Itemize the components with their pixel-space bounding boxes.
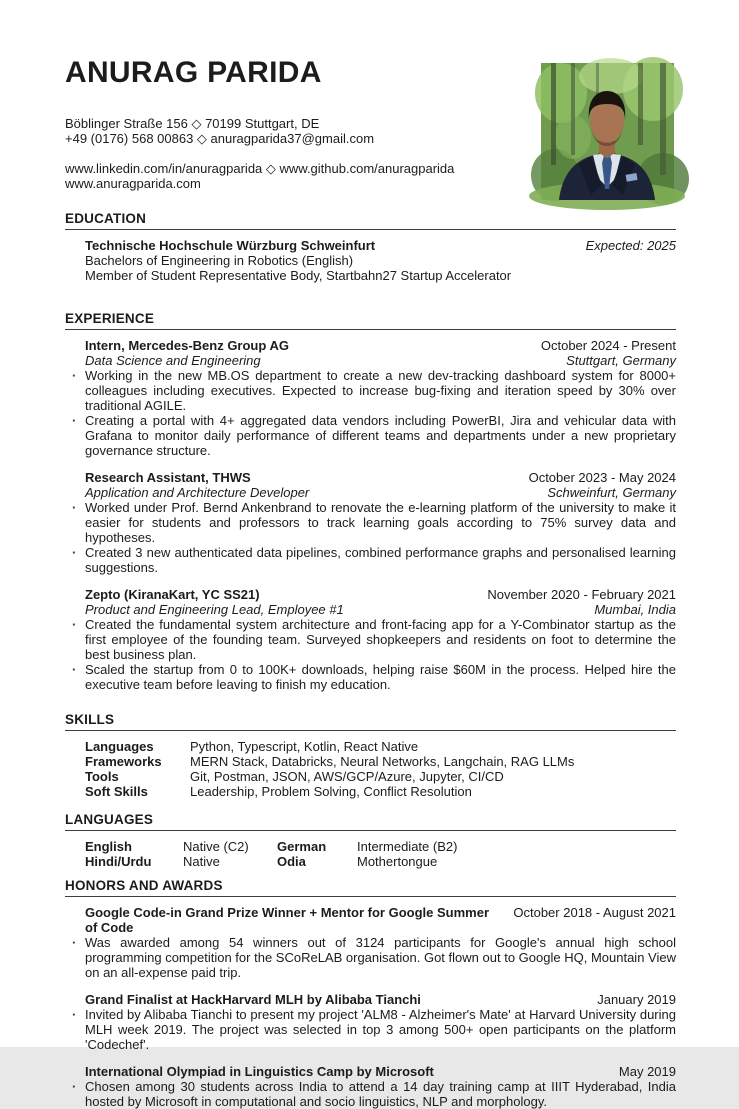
section-experience	[65, 311, 676, 692]
skill-row	[85, 769, 676, 784]
skill-value: Git, Postman, JSON, AWS/GCP/Azure, Jupyter, CI/CD	[190, 769, 504, 784]
bullet-item: · Working in the new MB.OS department to create a new dev-tracking dashboard system for 8000+ colleagues including executives. Expected to increase bug-fixing and iteration speed by 30% over traditional AGILE.	[85, 368, 676, 413]
language-level: Intermediate (B2)	[357, 839, 458, 854]
language-level: Mothertongue	[357, 854, 438, 869]
language-name: Odia	[277, 854, 306, 869]
bullet-item: · Chosen among 30 students across India to attend a 14 day training camp at IIIT Hyderabad, India hosted by Microsoft in computational and socio linguistics, NLP and morphology.	[85, 1079, 676, 1109]
section-honors	[65, 878, 676, 1109]
skills-table	[85, 739, 676, 799]
honor-title: Google Code-in Grand Prize Winner + Mentor for Google Summer of Code	[85, 905, 490, 935]
honor-title: Grand Finalist at HackHarvard MLH by Alibaba Tianchi	[85, 992, 421, 1007]
education-date: Expected: 2025	[585, 238, 676, 253]
job-date: November 2020 - February 2021	[487, 587, 676, 602]
skill-label: Frameworks	[85, 754, 162, 769]
bullet-item: · Was awarded among 54 winners out of 3124 participants for Google's annual high school programming competition for the SCoReLAB organisation. Got flown out to Google HQ, Mountain View on an all-expense paid trip.	[85, 935, 676, 980]
section-languages	[65, 812, 676, 869]
job-title: Zepto (KiranaKart, YC SS21)	[85, 587, 260, 602]
skill-label: Languages	[85, 739, 154, 754]
language-level: Native (C2)	[183, 839, 249, 854]
membership-line: Member of Student Representative Body, Startbahn27 Startup Accelerator	[85, 268, 512, 283]
section-title-honors: HONORS AND AWARDS	[65, 878, 676, 897]
contact-social-line: www.linkedin.com/in/anuragparida ◇ www.github.com/anuragparida	[65, 161, 455, 176]
bullet-item: · Scaled the startup from 0 to 100K+ downloads, helping raise $60M in the process. Helped hire the executive team before leaving to finish my education.	[85, 662, 676, 692]
section-title-experience: EXPERIENCE	[65, 311, 676, 330]
language-name: German	[277, 839, 327, 854]
contact-website-line: www.anuragparida.com	[65, 176, 201, 191]
honor-date: May 2019	[618, 1064, 676, 1079]
job-entry-mercedes	[85, 338, 676, 458]
section-skills	[65, 712, 676, 799]
job-entry-zepto	[85, 587, 676, 692]
job-title: Research Assistant, THWS	[85, 470, 251, 485]
job-entry-thws	[85, 470, 676, 575]
skill-row	[85, 739, 676, 754]
section-title-languages: LANGUAGES	[65, 812, 676, 831]
honor-date: January 2019	[597, 992, 676, 1007]
bullet-item: · Created the fundamental system architecture and front-facing app for a Y-Combinator startup as the first employee of the founding team. Surveyed shopkeepers and residents on foot to determine the best business plan.	[85, 617, 676, 662]
language-row	[85, 839, 676, 854]
language-level: Native	[183, 854, 220, 869]
skill-label: Soft Skills	[85, 784, 148, 799]
page-title: ANURAG PARIDA	[65, 56, 322, 89]
job-location: Stuttgart, Germany	[566, 353, 676, 368]
language-name: Hindi/Urdu	[85, 854, 152, 869]
bullet-item: · Invited by Alibaba Tianchi to present my project 'ALM8 - Alzheimer's Mate' at Harvard University during MLH week 2019. The project was selected in top 3 among 500+ open participants on the platform 'Codechef'.	[85, 1007, 676, 1052]
profile-photo	[541, 63, 674, 200]
education-entry	[85, 238, 676, 283]
language-row	[85, 854, 676, 869]
section-title-skills: SKILLS	[65, 712, 676, 731]
honor-date: October 2018 - August 2021	[513, 905, 676, 920]
section-title-education: EDUCATION	[65, 211, 676, 230]
degree-line: Bachelors of Engineering in Robotics (English)	[85, 253, 354, 268]
skill-value: Leadership, Problem Solving, Conflict Resolution	[190, 784, 472, 799]
job-date: October 2023 - May 2024	[528, 470, 676, 485]
skill-row	[85, 754, 676, 769]
job-role: Data Science and Engineering	[85, 353, 261, 368]
school-name: Technische Hochschule Würzburg Schweinfurt	[85, 238, 376, 253]
job-location: Mumbai, India	[594, 602, 676, 617]
bullet-item: · Created 3 new authenticated data pipelines, combined performance graphs and personalised learning suggestions.	[85, 545, 676, 575]
bullet-item: · Worked under Prof. Bernd Ankenbrand to renovate the e-learning platform of the university to make it easier for students and professors to track learning goals according to 75% survey data and hypotheses.	[85, 500, 676, 545]
section-education	[65, 211, 676, 283]
contact-phone-email-line: +49 (0176) 568 00863 ◇ anuragparida37@gmail.com	[65, 131, 375, 146]
honor-entry-linguistics	[85, 1064, 676, 1109]
skill-label: Tools	[85, 769, 119, 784]
language-name: English	[85, 839, 132, 854]
bullet-item: · Creating a portal with 4+ aggregated data vendors including PowerBI, Jira and vehicular data with Grafana to monitor daily performance of different teams and departments under a new proprietary governance structure.	[85, 413, 676, 458]
languages-table	[85, 839, 676, 869]
skill-value: MERN Stack, Databricks, Neural Networks, Langchain, RAG LLMs	[190, 754, 575, 769]
skill-value: Python, Typescript, Kotlin, React Native	[190, 739, 419, 754]
job-date: October 2024 - Present	[540, 338, 676, 353]
job-title: Intern, Mercedes-Benz Group AG	[85, 338, 289, 353]
job-role: Application and Architecture Developer	[85, 485, 310, 500]
skill-row	[85, 784, 676, 799]
contact-address-line: Böblinger Straße 156 ◇ 70199 Stuttgart, DE	[65, 116, 320, 131]
job-role: Product and Engineering Lead, Employee #1	[85, 602, 344, 617]
honor-entry-hackharvard	[85, 992, 676, 1052]
job-location: Schweinfurt, Germany	[547, 485, 676, 500]
honor-title: International Olympiad in Linguistics Camp by Microsoft	[85, 1064, 434, 1079]
profile-photo-image	[541, 63, 674, 200]
honor-entry-google	[85, 905, 676, 980]
